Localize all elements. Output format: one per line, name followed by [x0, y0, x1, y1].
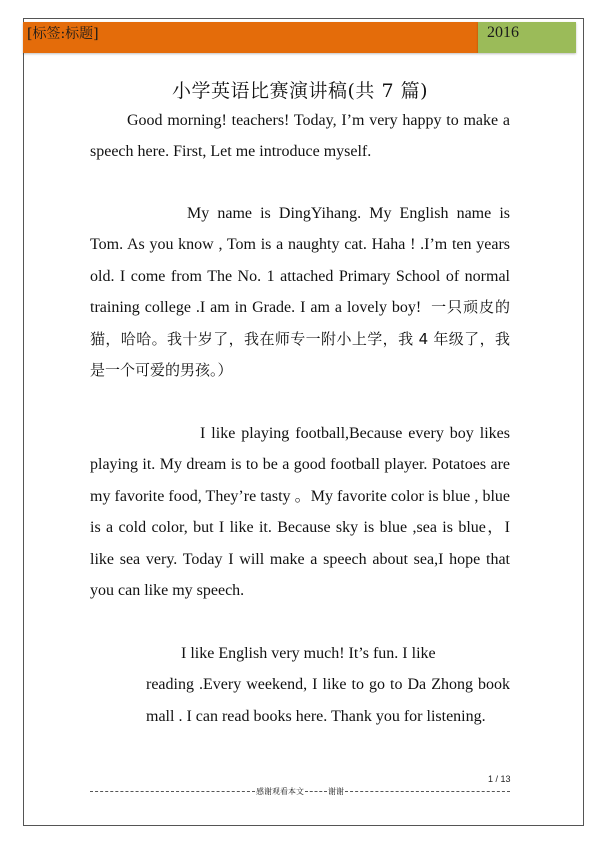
header-bar [23, 22, 478, 53]
footer-dash-right [345, 791, 510, 792]
footer-line [90, 786, 510, 797]
footer-dash-middle [305, 791, 327, 792]
paragraph-closing [90, 638, 510, 732]
footer-text-right: 谢谢 [328, 787, 344, 796]
footer-text-left: 感谢观看本文 [256, 787, 304, 796]
paragraph-introduction [90, 198, 510, 386]
paragraph-introduction-chinese: 一只顽皮的猫，哈哈。我十岁了，我在师专一附小上学，我 4 年级了，我是一个可爱的男孩。） [90, 298, 510, 380]
paragraph-closing-line1: I like English very much! It’s fun. I like [181, 645, 436, 662]
paragraph-closing-line2: reading .Every weekend, I like to go to Da Zhong book mall . I can read books here. Thank you for listening. [146, 676, 510, 725]
footer-dash-left [90, 791, 255, 792]
paragraph-hobbies: I like playing football,Because every boy likes playing it. My dream is to be a good football player. Potatoes are my favorite food, They’re tasty 。My favorite color is blue , blue is a cold color, but I like it. Because sky is blue ,sea is blue，I like sea very. Today I will make a speech about sea,I hope that you can like my speech. [90, 425, 510, 600]
page-number: 1 / 13 [488, 774, 511, 784]
header-year: 2016 [487, 24, 519, 41]
paragraph-introduction-english: My name is DingYihang. My English name is Tom. As you know , Tom is a naughty cat. Haha ! .I’m ten years old. I come from The No. 1 attached Primary School of normal training college .I am in Grade. I am a lovely boy! [90, 205, 510, 317]
paragraph-greeting: Good morning! teachers! Today, I’m very happy to make a speech here. First, Let me introduce myself. [90, 112, 510, 161]
header-year-box [478, 22, 576, 53]
header-tag: [标签:标题] [27, 26, 99, 42]
document-title: 小学英语比赛演讲稿(共 7 篇) [172, 80, 428, 102]
